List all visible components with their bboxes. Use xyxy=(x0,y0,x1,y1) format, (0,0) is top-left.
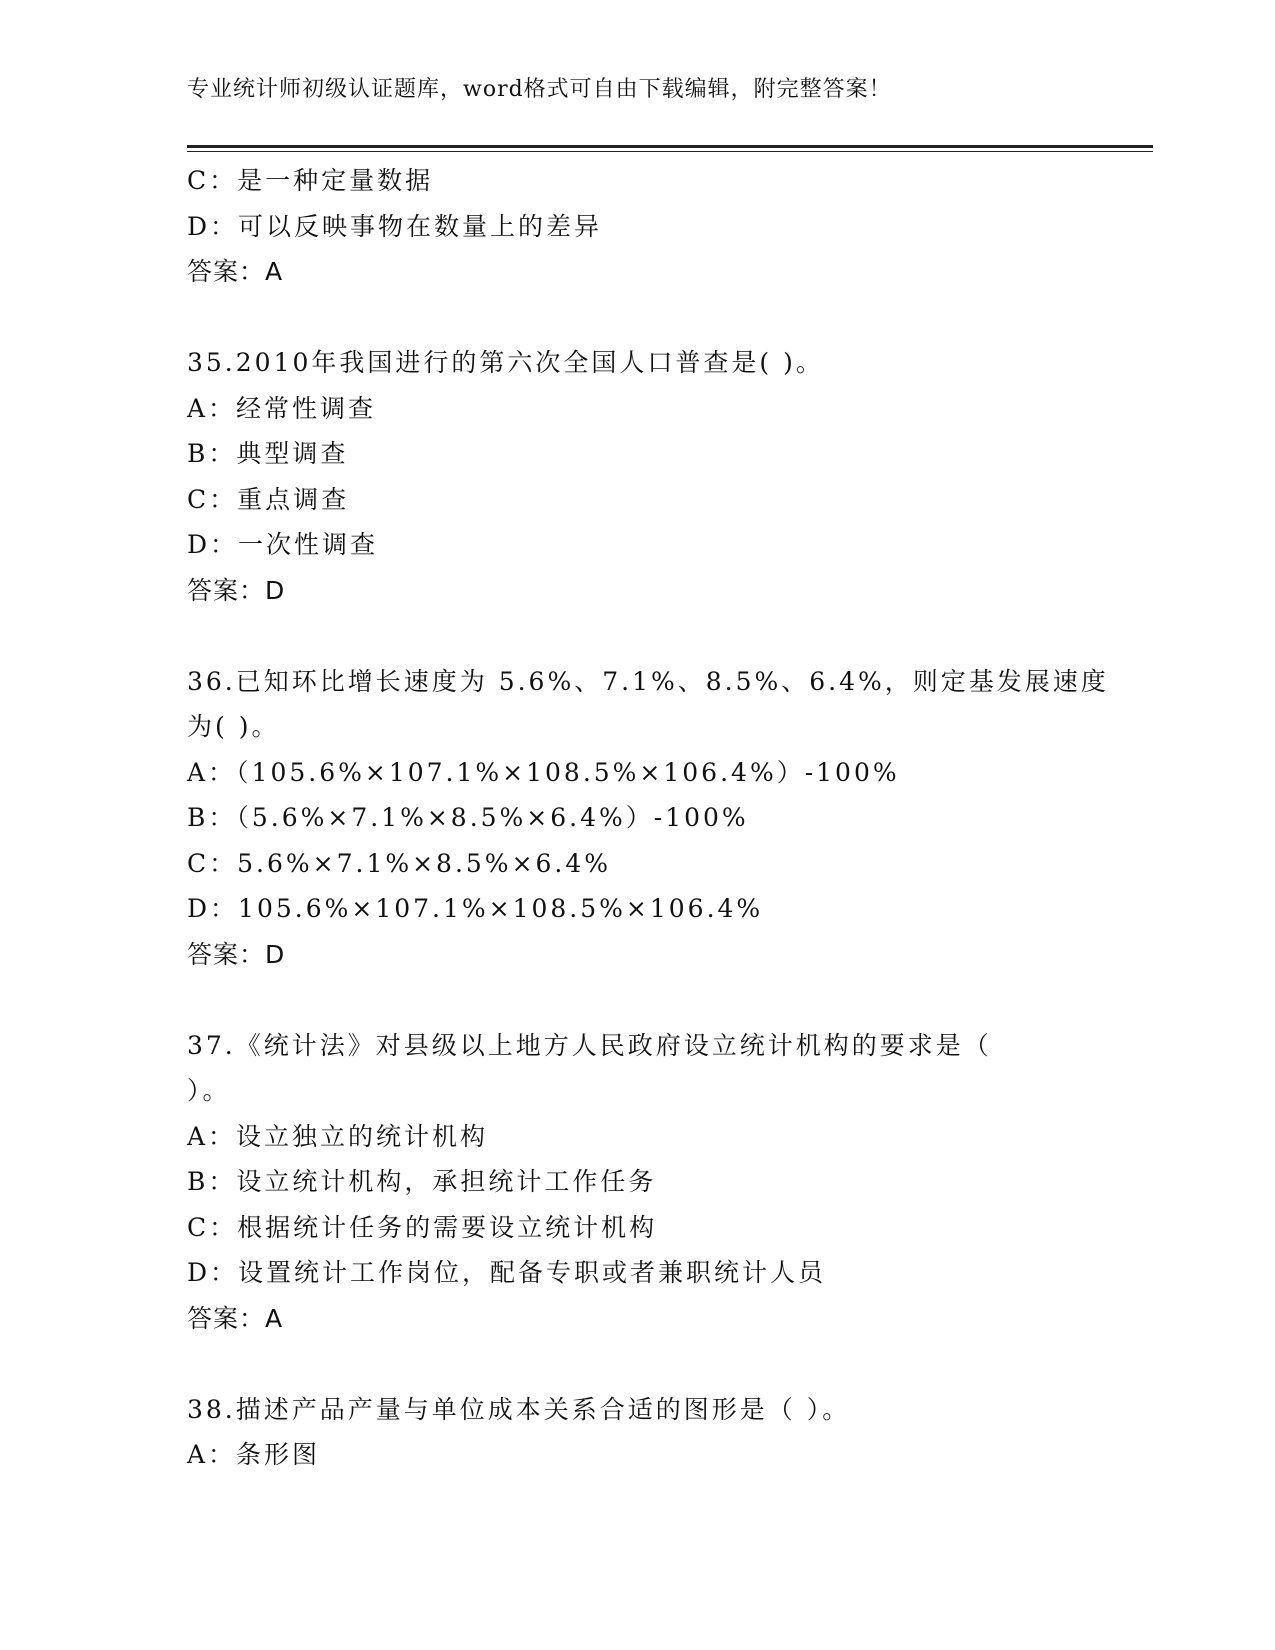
option-d: D：设置统计工作岗位，配备专职或者兼职统计人员 xyxy=(187,1258,827,1287)
question-stem: 38.描述产品产量与单位成本关系合适的图形是（ ）。 xyxy=(187,1394,851,1424)
option-a: A：（105.6%×107.1%×108.5%×106.4%）-100% xyxy=(187,757,900,787)
option-d: D：105.6%×107.1%×108.5%×106.4% xyxy=(187,894,764,923)
option-c: C：重点调查 xyxy=(187,484,350,514)
answer-line: 答案：D xyxy=(187,939,286,969)
option-d: D：可以反映事物在数量上的差异 xyxy=(187,211,603,241)
question-stem: 37.《统计法》对县级以上地方人民政府设立统计机构的要求是（ xyxy=(187,1030,992,1060)
question-34-tail xyxy=(187,158,1087,295)
question-38 xyxy=(187,1387,1087,1478)
answer-line: 答案：A xyxy=(187,1303,284,1333)
header-rule-thin xyxy=(187,151,1153,152)
spacer xyxy=(187,613,1087,659)
option-b: B：（5.6%×7.1%×8.5%×6.4%）-100% xyxy=(187,803,749,832)
question-37 xyxy=(187,1023,1087,1342)
spacer xyxy=(187,1341,1087,1387)
answer-line: 答案：A xyxy=(187,257,284,286)
option-a: A：条形图 xyxy=(187,1440,321,1469)
question-35 xyxy=(187,340,1087,613)
page-header: 专业统计师初级认证题库，word格式可自由下载编辑，附完整答案！ xyxy=(187,77,892,102)
option-b: B：设立统计机构，承担统计工作任务 xyxy=(187,1167,657,1196)
spacer xyxy=(187,295,1087,341)
document-body xyxy=(187,158,1109,1478)
option-a: A：经常性调查 xyxy=(187,393,377,423)
question-stem: 36.已知环比增长速度为 5.6%、7.1%、8.5%、6.4%，则定基发展速度 xyxy=(187,666,1109,696)
option-c: C：根据统计任务的需要设立统计机构 xyxy=(187,1212,658,1242)
option-a: A：设立独立的统计机构 xyxy=(187,1121,489,1151)
question-stem: 35.2010年我国进行的第六次全国人口普查是( )。 xyxy=(187,348,824,377)
answer-line: 答案：D xyxy=(187,575,286,605)
question-stem-continued: ）。 xyxy=(187,1076,231,1105)
option-d: D：一次性调查 xyxy=(187,530,379,559)
option-c: C：是一种定量数据 xyxy=(187,166,434,195)
spacer xyxy=(187,977,1087,1023)
header-rule-thick xyxy=(187,145,1153,148)
option-c: C：5.6%×7.1%×8.5%×6.4% xyxy=(187,848,612,878)
option-b: B：典型调查 xyxy=(187,439,349,468)
question-stem-continued: 为( )。 xyxy=(187,712,280,741)
question-36 xyxy=(187,659,1109,978)
